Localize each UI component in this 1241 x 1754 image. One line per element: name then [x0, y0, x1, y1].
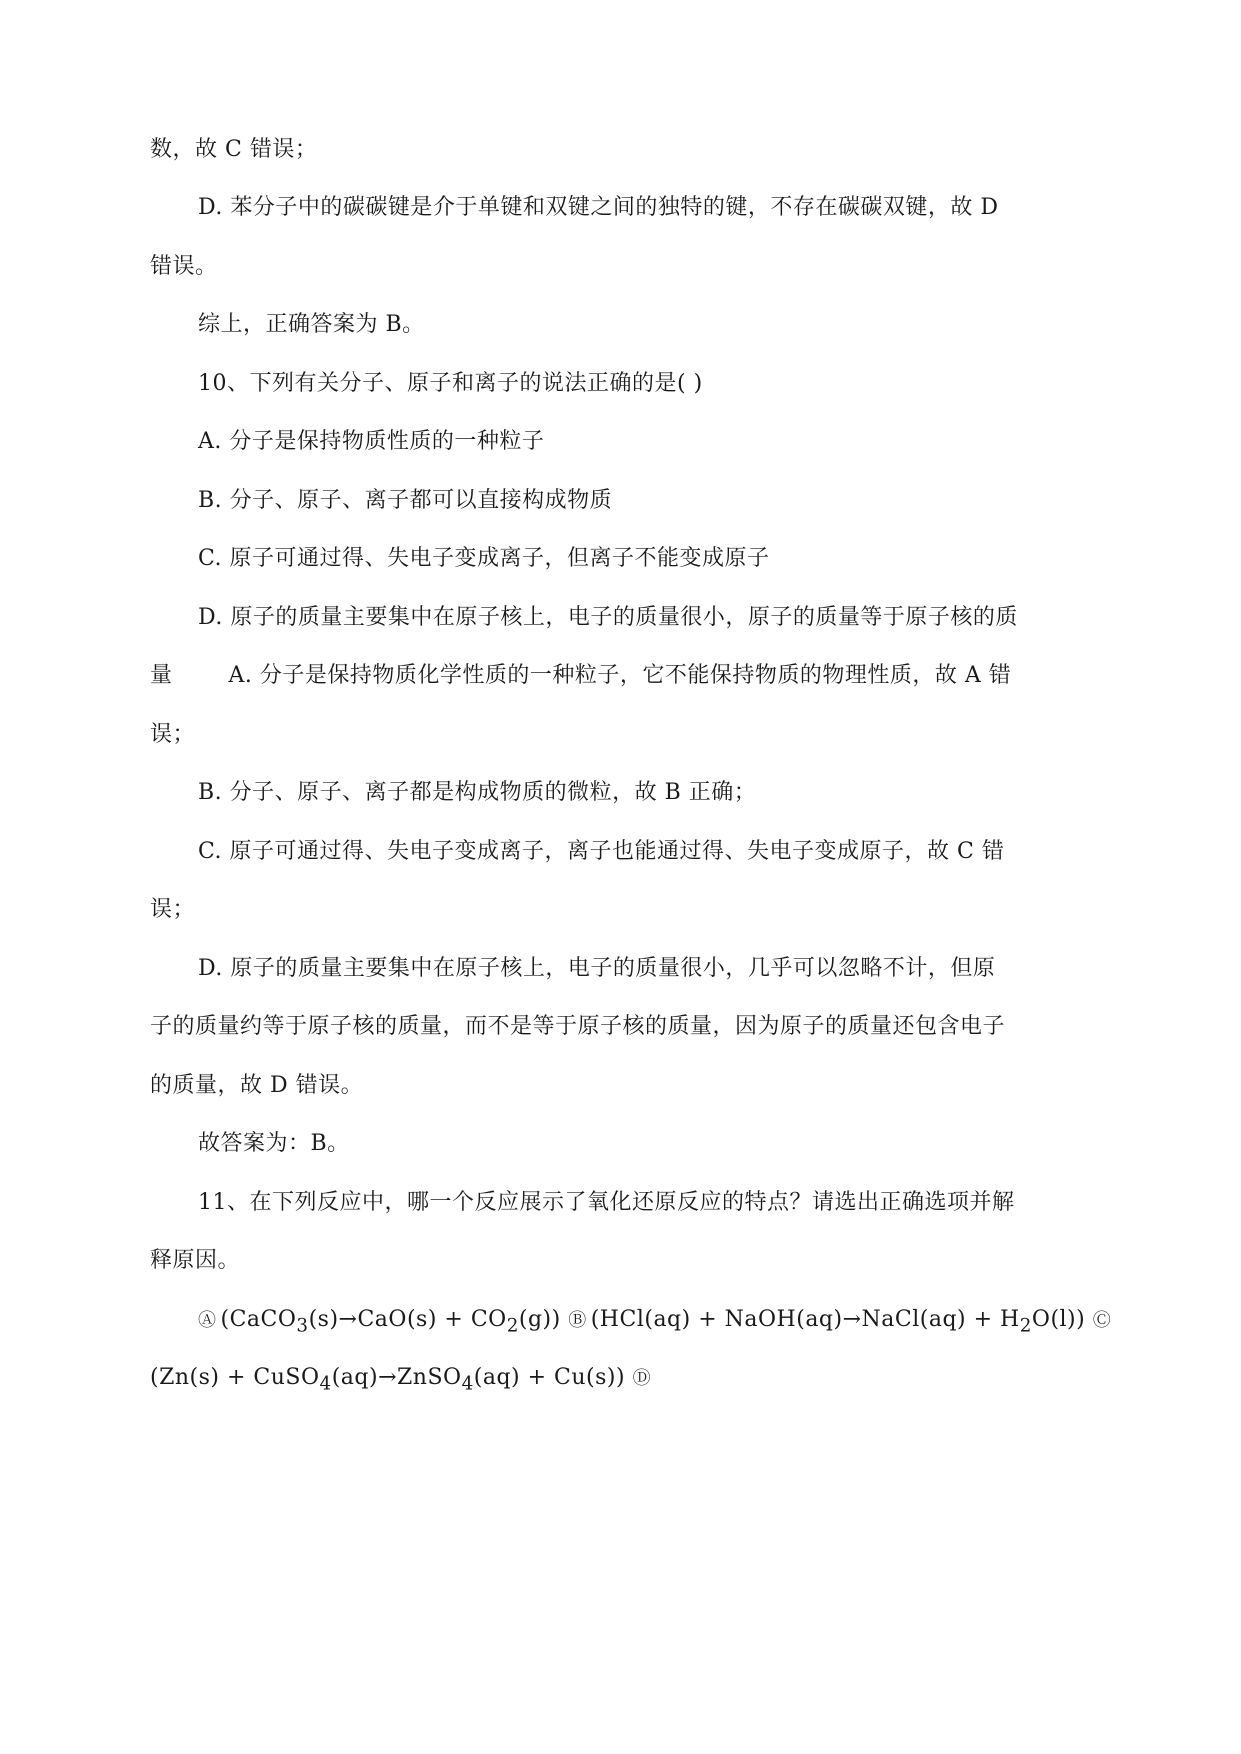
text-line: D. 苯分子中的碳碳键是介于单键和双键之间的独特的键，不存在碳碳双键，故 D — [198, 195, 999, 220]
text-fragment: A. 分子是保持物质化学性质的一种粒子，它不能保持物质的物理性质，故 A 错 — [228, 663, 1012, 688]
question-10-stem: 10、下列有关分子、原子和离子的说法正确的是( ) — [198, 371, 703, 396]
text-line: C. 原子可通过得、失电子变成离子，离子也能通过得、失电子变成原子，故 C 错 — [198, 839, 1005, 864]
text-line: 子的质量约等于原子核的质量，而不是等于原子核的质量，因为原子的质量还包含电子 — [150, 1014, 1006, 1039]
question-11-stem: 11、在下列反应中，哪一个反应展示了氧化还原反应的特点？请选出正确选项并解 — [198, 1190, 1015, 1215]
reaction-c: (Zn(s) + CuSO$_4$(aq)→ZnSO$_4$(aq) + Cu(s)) — [150, 1365, 626, 1395]
text-line: 的质量，故 D 错误。 — [150, 1073, 364, 1098]
option-b: B. 分子、原子、离子都可以直接构成物质 — [198, 488, 613, 513]
text-line: 错误。 — [150, 254, 218, 279]
text-line: B. 分子、原子、离子都是构成物质的微粒，故 B 正确； — [198, 780, 757, 805]
text-fragment: 量 — [150, 663, 173, 688]
option-c-label: Ⓒ — [1092, 1310, 1112, 1331]
option-a-label: Ⓐ — [198, 1310, 217, 1331]
answer-line: 故答案为：B。 — [198, 1131, 350, 1156]
reaction-b: (HCl(aq) + NaOH(aq)→NaCl(aq) + $H_2O(l)$) — [590, 1307, 1086, 1337]
text-line: D. 原子的质量主要集中在原子核上，电子的质量很小，几乎可以忽略不计，但原 — [198, 956, 996, 981]
text-line: 综上，正确答案为 B。 — [198, 312, 425, 337]
option-c: C. 原子可通过得、失电子变成离子，但离子不能变成原子 — [198, 546, 770, 571]
text-line: 误； — [150, 897, 196, 922]
reaction-a: (CaCO$_3$(s)→CaO(s) + $CO_2(g)$) — [220, 1307, 561, 1337]
reaction-line-1 — [198, 1305, 1138, 1341]
option-d: D. 原子的质量主要集中在原子核上，电子的质量很小，原子的质量等于原子核的质 — [198, 605, 1018, 630]
text-line — [150, 661, 1090, 691]
reaction-line-2 — [150, 1363, 1090, 1399]
option-b-label: Ⓑ — [568, 1310, 587, 1331]
text-line: 误； — [150, 722, 196, 747]
option-d-label: Ⓓ — [632, 1368, 652, 1389]
text-line: 数，故 C 错误； — [150, 137, 318, 162]
text-line: 释原因。 — [150, 1248, 241, 1273]
option-a: A. 分子是保持物质性质的一种粒子 — [198, 429, 545, 454]
